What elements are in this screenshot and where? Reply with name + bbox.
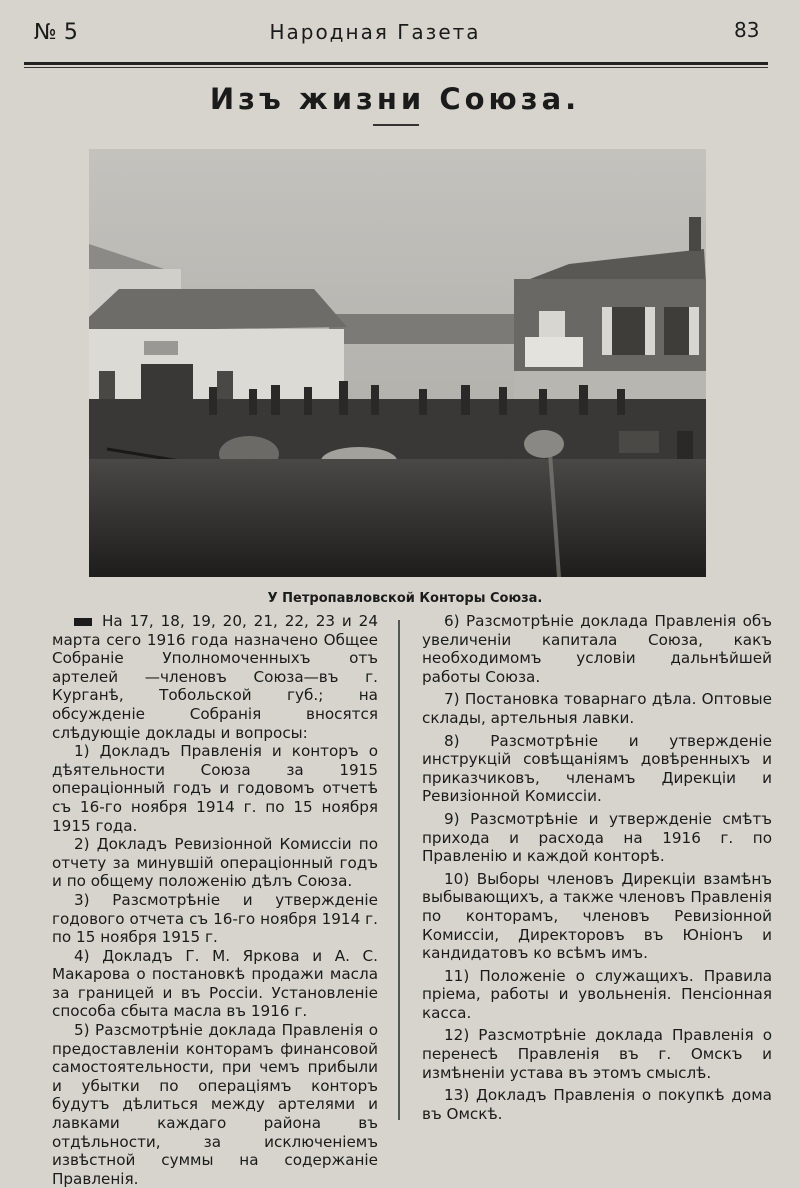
article-paragraph: 13) Докладъ Правленія о покупкѣ дома въ Омскѣ. [422, 1086, 772, 1123]
issue-number: № 5 [34, 20, 78, 45]
article-paragraph: 11) Положеніе о служащихъ. Правила пріема, работы и увольненія. Пенсіонная касса. [422, 966, 772, 1022]
page-number: 83 [734, 18, 760, 42]
column-divider [398, 620, 400, 1120]
article-paragraph: 4) Докладъ Г. М. Яркова и А. С. Макарова о постановкѣ продажи масла за границей и въ Россіи. Установленіе способа сбыта масла въ 1916 г. [52, 946, 378, 1021]
paragraph-lead-mark [74, 618, 92, 626]
header-rule-thin [24, 67, 768, 68]
photo-caption: У Петропавловской Конторы Союза. [267, 591, 543, 606]
article-paragraph: 12) Разсмотрѣніе доклада Правленія о перенесѣ Правленія въ г. Омскъ и измѣненіи устава въ этомъ смыслѣ. [422, 1026, 772, 1082]
article-paragraph: 6) Разсмотрѣніе доклада Правленія объ увеличеніи капитала Союза, какъ необходимомъ условіи дальнѣйшей работы Союза. [422, 612, 772, 686]
article-paragraph: 3) Разсмотрѣніе и утвержденіе годового отчета съ 16-го ноября 1914 г. по 15 ноября 1915 г. [52, 890, 378, 947]
header-rule-thick [24, 62, 768, 65]
article-paragraph: 2) Докладъ Ревизіонной Комиссіи по отчету за минувшій операціонный годъ и по общему положенію дѣлъ Союза. [52, 835, 378, 891]
article-paragraph: 8) Разсмотрѣніе и утвержденіе инструкцій совѣщаніямъ довѣренныхъ и приказчиковъ, членамъ Дирекціи и Ревизіонной Комиссіи. [422, 731, 772, 806]
newspaper-title: Народная Газета [269, 20, 481, 44]
photograph [89, 149, 706, 577]
title-divider [373, 124, 419, 126]
article-paragraph: 1) Докладъ Правленія и конторъ о дѣятельности Союза за 1915 операціонный годъ и годовомъ отчетѣ съ 16-го ноября 1914 г. по 15 ноября 1915 года. [52, 742, 378, 835]
article-paragraph: 10) Выборы членовъ Дирекціи взамѣнъ выбывающихъ, а также членовъ Правленія по конторамъ, членовъ Ревизіонной Комиссіи, Директоровъ въ Юніонъ и кандидатовъ ко всѣмъ имъ. [422, 869, 772, 963]
article-left-column [52, 612, 378, 1188]
article-paragraph: На 17, 18, 19, 20, 21, 22, 23 и 24 марта сего 1916 года назначено Общее Собраніе Уполномоченныхъ отъ артелей —членовъ Союза—въ г. Курганѣ, Тобольской губ.; на обсужденіе Собранія вносятся слѣдующіе доклады и вопросы: [52, 612, 378, 742]
article-paragraph: 7) Постановка товарнаго дѣла. Оптовые склады, артельныя лавки. [422, 690, 772, 727]
section-title: Изъ жизни Союза. [209, 82, 581, 116]
article-paragraph: 5) Разсмотрѣніе доклада Правленія о предоставленіи конторамъ финансовой самостоятельности, при чемъ прибыли и убытки по операціямъ конторъ будутъ дѣлиться между артелями и лавками каждаго района въ отдѣльности, за исключеніемъ извѣстной суммы на содержаніе Правленія. [52, 1021, 378, 1188]
article-right-column [422, 612, 772, 1127]
article-paragraph: 9) Разсмотрѣніе и утвержденіе смѣтъ прихода и расхода на 1916 г. по Правленію и каждой конторѣ. [422, 809, 772, 866]
